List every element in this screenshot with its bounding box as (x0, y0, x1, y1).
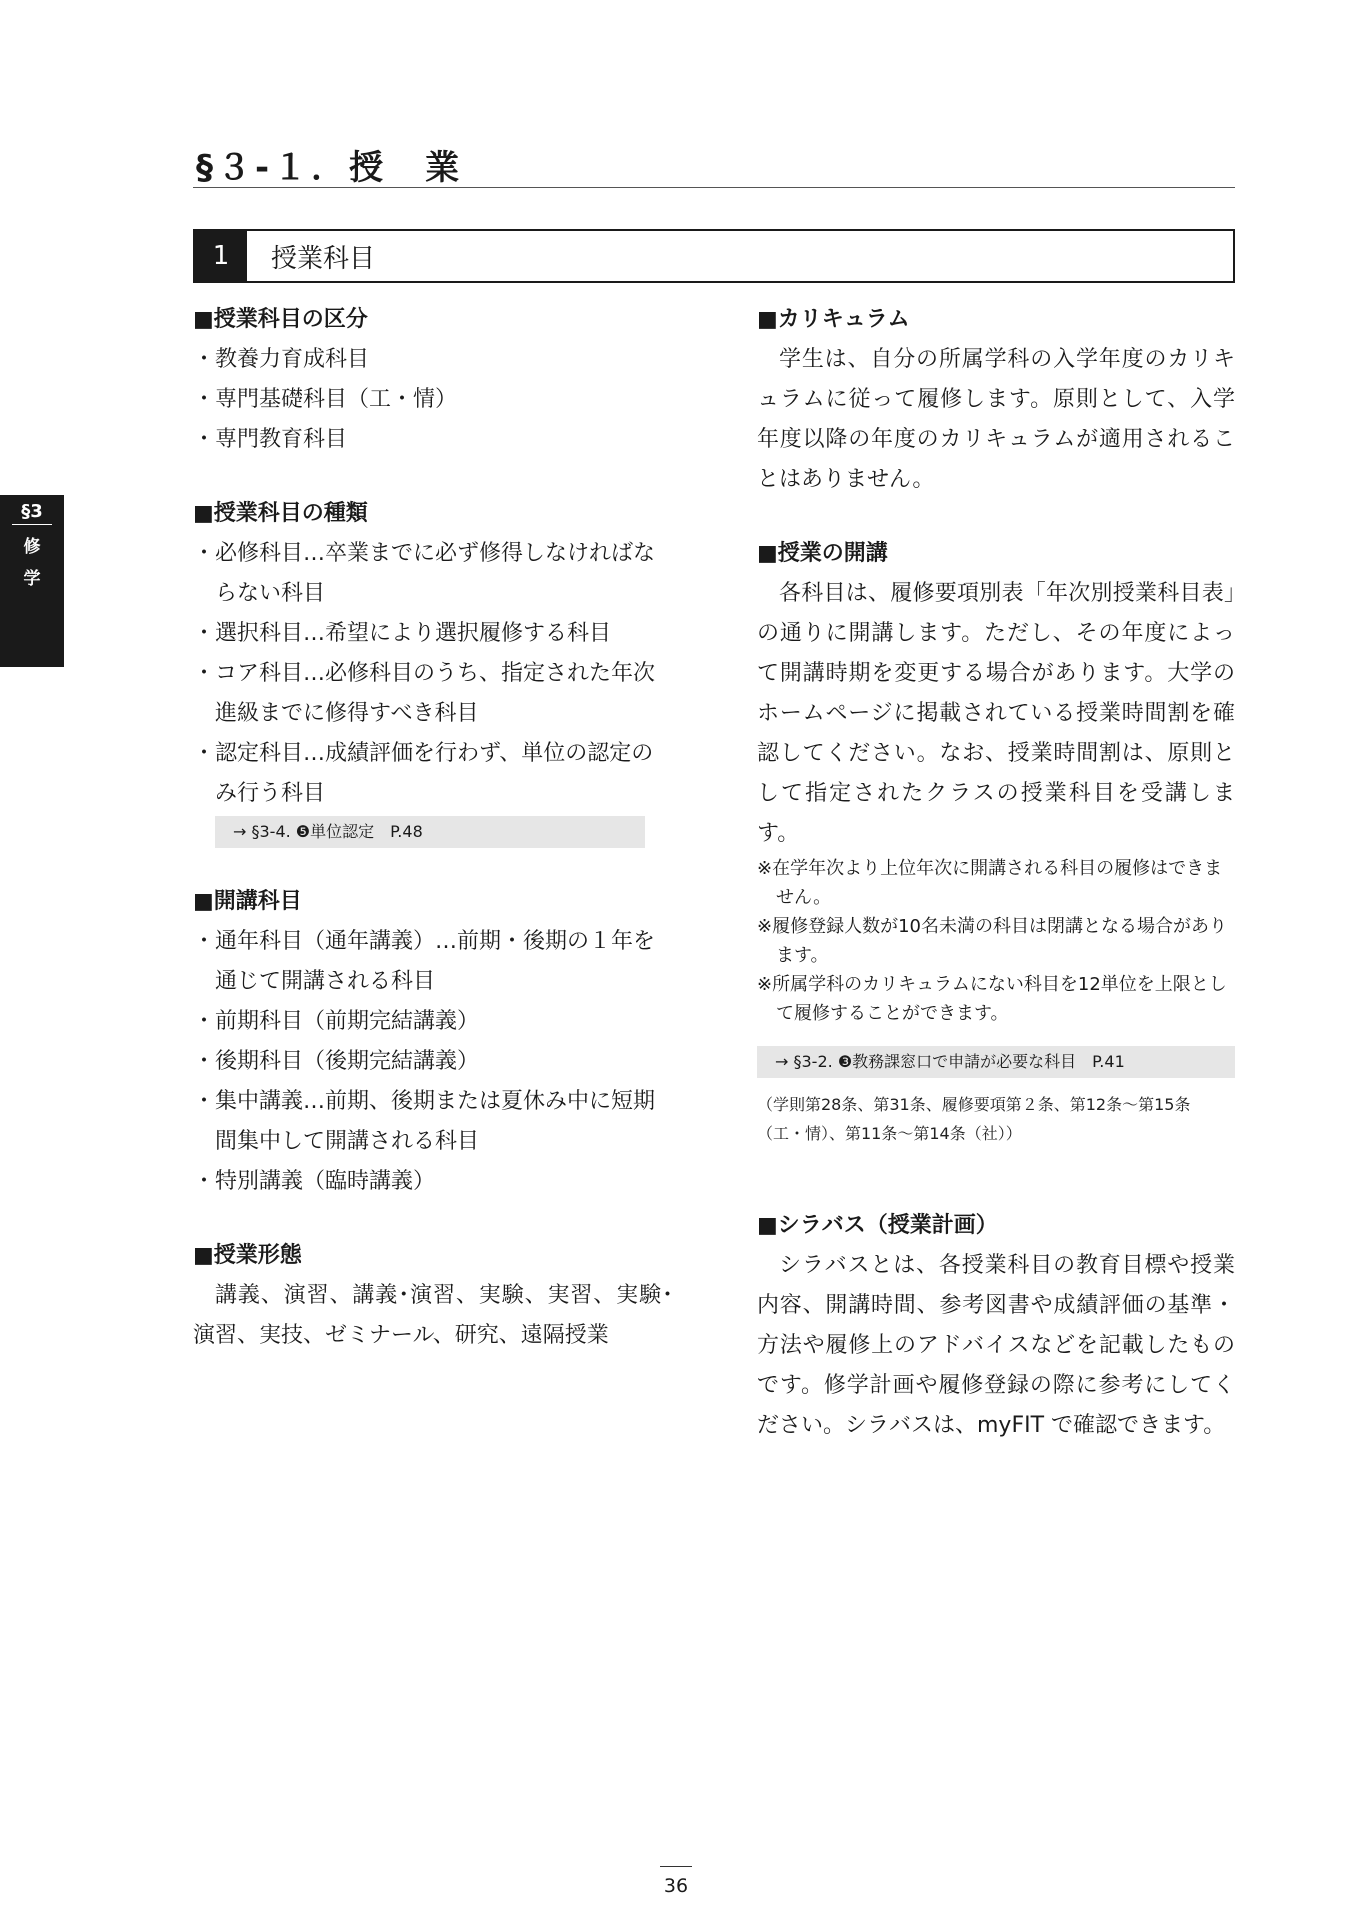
citation: （学則第28条、第31条、履修要項第２条、第12条～第15条（工・情）、第11条～第14条（社）） (757, 1095, 1191, 1143)
list-item: ・教養力育成科目 (193, 347, 370, 372)
cross-reference: → §3‑4. ❺単位認定 P.48 (215, 816, 645, 848)
syllabus-heading: ■シラバス（授業計画） (757, 1213, 998, 1238)
types-list (193, 534, 673, 814)
note: ※在学年次より上位年次に開講される科目の履修はできません。 (757, 858, 1223, 908)
side-tab-char: 学 (23, 569, 41, 589)
list-item: ・特別講義（臨時講義） (193, 1169, 436, 1194)
curriculum-heading: ■カリキュラム (757, 307, 910, 332)
syllabus-text: シラバスとは、各授業科目の教育目標や授業内容、開講時間、参考図書や成績評価の基準・方法や履修上のアドバイスなどを記載したものです。修学計画や履修登録の際に参考にしてください。シラバスは、myFIT で確認できます。 (757, 1253, 1235, 1438)
page-title: §３‑１．授 業 (196, 148, 464, 188)
curriculum-text: 学生は、自分の所属学科の入学年度のカリキュラムに従って履修します。原則として、入学年度以降の年度のカリキュラムが適用されることはありません。 (757, 347, 1235, 492)
opening-heading: ■授業の開講 (757, 541, 888, 566)
list-item: ・必修科目…卒業までに必ず修得しなければならない科目 (193, 541, 656, 606)
opening-text: 各科目は、履修要項別表「年次別授業科目表」の通りに開講します。ただし、その年度によって開講時期を変更する場合があります。大学のホームページに掲載されている授業時間割を確認してください。なお、授業時間割は、原則として指定されたクラスの授業科目を受講します。 (757, 581, 1235, 846)
cross-reference: → §3‑2. ❸教務課窓口で申請が必要な科目 P.41 (757, 1046, 1235, 1078)
side-tab-char: 修 (23, 537, 41, 557)
right-column (757, 300, 1235, 1446)
section-header (193, 229, 1235, 283)
list-item: ・専門教育科目 (193, 427, 348, 452)
list-item: ・専門基礎科目（工・情） (193, 387, 458, 412)
divisions-heading: ■授業科目の区分 (193, 307, 368, 332)
page-number: 36 (660, 1866, 692, 1897)
types-heading: ■授業科目の種類 (193, 501, 368, 526)
forms-text: 講義、演習、講義･演習、実験、実習、実験･演習、実技、ゼミナール、研究、遠隔授業 (193, 1283, 673, 1348)
list-item: ・認定科目…成績評価を行わず、単位の認定のみ行う科目 (193, 741, 654, 806)
list-item: ・前期科目（前期完結講義） (193, 1009, 480, 1034)
side-tab-section: §3 (21, 501, 43, 522)
note: ※所属学科のカリキュラムにない科目を12単位を上限として履修することができます。 (757, 974, 1227, 1024)
offered-list (193, 922, 673, 1202)
side-tab (0, 495, 64, 667)
note: ※履修登録人数が10名未満の科目は閉講となる場合があります。 (757, 916, 1227, 966)
side-tab-divider (12, 524, 52, 525)
list-item: ・コア科目…必修科目のうち、指定された年次進級までに修得すべき科目 (193, 661, 656, 726)
title-divider (193, 187, 1235, 188)
list-item: ・通年科目（通年講義）…前期・後期の１年を通じて開講される科目 (193, 929, 656, 994)
list-item: ・後期科目（後期完結講義） (193, 1049, 480, 1074)
divisions-list (193, 340, 673, 460)
section-number: 1 (195, 231, 247, 281)
section-label: 授業科目 (271, 243, 376, 274)
list-item: ・集中講義…前期、後期または夏休み中に短期間集中して開講される科目 (193, 1089, 656, 1154)
left-column (193, 300, 673, 1356)
forms-heading: ■授業形態 (193, 1243, 302, 1268)
offered-heading: ■開講科目 (193, 889, 302, 914)
list-item: ・選択科目…希望により選択履修する科目 (193, 621, 612, 646)
